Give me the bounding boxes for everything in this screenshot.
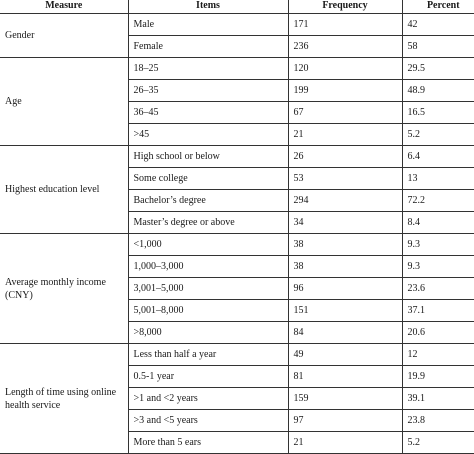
percent-cell: 13 [402,168,474,190]
item-cell: 5,001–8,000 [128,300,288,322]
percent-cell: 5.2 [402,432,474,454]
header-measure: Measure [0,0,128,14]
item-cell: 1,000–3,000 [128,256,288,278]
measure-label: Length of time using online health service [5,386,117,411]
percent-cell: 6.4 [402,146,474,168]
measure-label: Average monthly income (CNY) [5,276,106,301]
header-frequency: Frequency [288,0,402,14]
percent-cell: 42 [402,14,474,36]
measure-label: Age [5,96,22,107]
percent-cell: 12 [402,344,474,366]
table-row [0,58,474,80]
frequency-cell: 96 [288,278,402,300]
frequency-cell: 21 [288,124,402,146]
item-cell: Some college [128,168,288,190]
frequency-cell: 38 [288,234,402,256]
frequency-cell: 97 [288,410,402,432]
header-row [0,0,474,14]
frequency-cell: 84 [288,322,402,344]
frequency-cell: 34 [288,212,402,234]
percent-cell: 23.6 [402,278,474,300]
measure-label: Highest education level [5,184,100,195]
measure-cell [0,58,128,146]
measure-label: Gender [5,30,35,41]
frequency-cell: 21 [288,432,402,454]
item-cell: More than 5 ears [128,432,288,454]
percent-cell: 48.9 [402,80,474,102]
item-cell: >8,000 [128,322,288,344]
percent-cell: 23.8 [402,410,474,432]
item-cell: 26–35 [128,80,288,102]
table-row [0,234,474,256]
measure-cell [0,344,128,454]
header-percent: Percent [402,0,474,14]
measure-cell [0,234,128,344]
frequency-cell: 53 [288,168,402,190]
table-row [0,146,474,168]
item-cell: Bachelor’s degree [128,190,288,212]
item-cell: Female [128,36,288,58]
item-cell: Master’s degree or above [128,212,288,234]
item-cell: High school or below [128,146,288,168]
measure-cell [0,146,128,234]
frequency-cell: 199 [288,80,402,102]
measure-cell [0,14,128,58]
item-cell: Less than half a year [128,344,288,366]
frequency-cell: 151 [288,300,402,322]
percent-cell: 37.1 [402,300,474,322]
header-items: Items [128,0,288,14]
percent-cell: 20.6 [402,322,474,344]
item-cell: 0.5-1 year [128,366,288,388]
percent-cell: 39.1 [402,388,474,410]
item-cell: Male [128,14,288,36]
percent-cell: 72.2 [402,190,474,212]
percent-cell: 29.5 [402,58,474,80]
percent-cell: 5.2 [402,124,474,146]
frequency-cell: 171 [288,14,402,36]
percent-cell: 16.5 [402,102,474,124]
frequency-cell: 120 [288,58,402,80]
frequency-cell: 67 [288,102,402,124]
item-cell: 3,001–5,000 [128,278,288,300]
item-cell: <1,000 [128,234,288,256]
percent-cell: 58 [402,36,474,58]
percent-cell: 9.3 [402,234,474,256]
frequency-cell: 26 [288,146,402,168]
item-cell: >3 and <5 years [128,410,288,432]
table-row [0,14,474,36]
frequency-cell: 49 [288,344,402,366]
frequency-cell: 159 [288,388,402,410]
table-body [0,14,474,454]
item-cell: >45 [128,124,288,146]
frequency-cell: 294 [288,190,402,212]
frequency-cell: 81 [288,366,402,388]
percent-cell: 9.3 [402,256,474,278]
frequency-cell: 38 [288,256,402,278]
item-cell: 36–45 [128,102,288,124]
item-cell: >1 and <2 years [128,388,288,410]
table-header [0,0,474,14]
frequency-cell: 236 [288,36,402,58]
percent-cell: 19.9 [402,366,474,388]
table-row [0,344,474,366]
item-cell: 18–25 [128,58,288,80]
percent-cell: 8.4 [402,212,474,234]
